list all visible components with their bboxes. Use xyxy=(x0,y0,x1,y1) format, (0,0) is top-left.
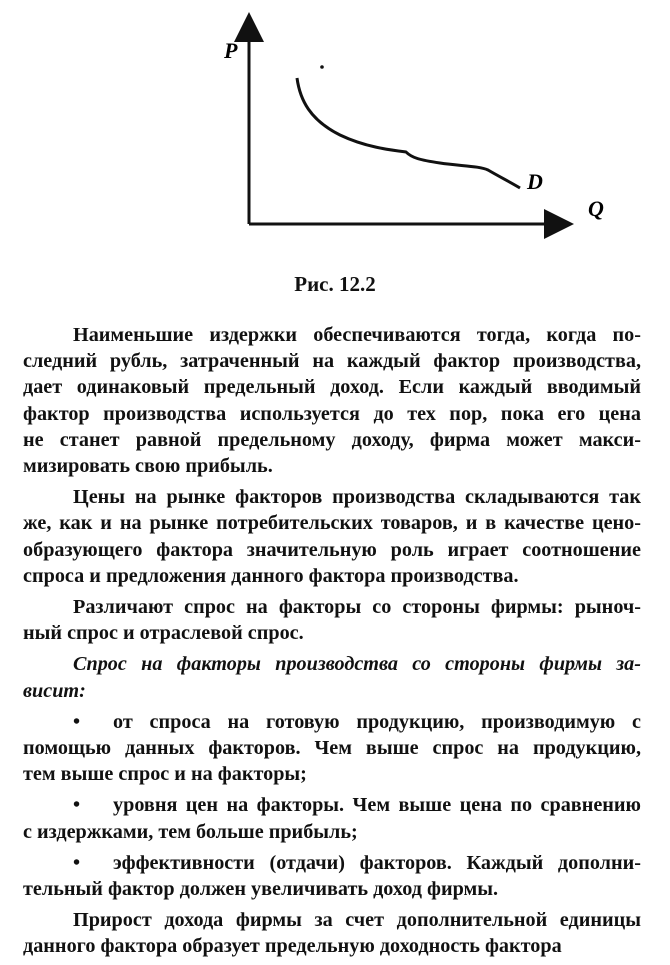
text-line: тельный фактор должен увеличивать доход фирмы. xyxy=(23,878,499,901)
line-text: уровня цен на факторы. Чем выше цена по сравнению xyxy=(113,794,641,817)
text-line xyxy=(73,792,641,818)
demand-figure xyxy=(0,0,670,300)
paragraph xyxy=(23,594,641,646)
paragraph xyxy=(23,907,641,959)
line-text: Различают спрос на факторы со стороны фирмы: рыноч- xyxy=(73,596,641,619)
curve-label: D xyxy=(527,169,543,194)
body-text xyxy=(23,322,641,965)
text-line xyxy=(73,594,641,620)
text-line: с издержками, тем больше прибыль; xyxy=(23,820,358,843)
figure-caption: Рис. 12.2 xyxy=(294,272,376,296)
text-line: не станет равной предельному доходу, фирма может макси- xyxy=(23,428,641,451)
line-text: Цены на рынке факторов производства складываются так xyxy=(73,486,641,509)
text-line xyxy=(73,709,641,735)
text-line: фактор производства используется до тех пор, пока его цена xyxy=(23,402,641,425)
bullet-marker: • xyxy=(73,851,81,874)
text-line: данного фактора образует предельную доходность фактора xyxy=(23,935,562,958)
text-line: помощью данных факторов. Чем выше спрос на продукцию, xyxy=(23,737,641,760)
text-line: следний рубль, затраченный на каждый фактор производства, xyxy=(23,350,641,373)
text-line: висит: xyxy=(23,679,86,702)
stray-dot xyxy=(320,65,324,69)
text-line xyxy=(73,484,641,510)
bullet-item xyxy=(23,792,641,844)
bullet-marker: • xyxy=(73,710,81,733)
line-text: эффективности (отдачи) факторов. Каждый дополни- xyxy=(113,851,641,874)
text-line: тем выше спрос и на факторы; xyxy=(23,763,307,786)
line-text: от спроса на готовую продукцию, производимую с xyxy=(113,710,641,733)
text-line: мизировать свою прибыль. xyxy=(23,455,273,478)
paragraph xyxy=(23,484,641,589)
text-line: же, как и на рынке потребительских товаров, и в качестве цено- xyxy=(23,512,641,535)
line-text: Спрос на факторы производства со стороны фирмы за- xyxy=(73,653,641,676)
text-line: дает одинаковый предельный доход. Если каждый вводимый xyxy=(23,376,641,399)
bullet-marker: • xyxy=(73,794,81,817)
text-line xyxy=(73,907,641,933)
text-line xyxy=(73,322,641,348)
demand-curve xyxy=(297,78,520,188)
paragraph xyxy=(23,322,641,479)
text-line: ный спрос и отраслевой спрос. xyxy=(23,622,304,645)
x-axis-label: Q xyxy=(588,196,604,221)
text-line: образующего фактора значительную роль играет соотношение xyxy=(23,538,641,561)
text-line: спроса и предложения данного фактора производства. xyxy=(23,564,519,587)
y-axis-label: P xyxy=(224,38,238,63)
line-text: Наименьшие издержки обеспечиваются тогда, когда по- xyxy=(73,324,641,346)
paragraph xyxy=(23,651,641,703)
bullet-item xyxy=(23,850,641,902)
text-line xyxy=(73,651,641,677)
text-line xyxy=(73,850,641,876)
bullet-item xyxy=(23,709,641,788)
demand-graph xyxy=(0,0,670,300)
line-text: Прирост дохода фирмы за счет дополнительной единицы xyxy=(73,909,641,932)
